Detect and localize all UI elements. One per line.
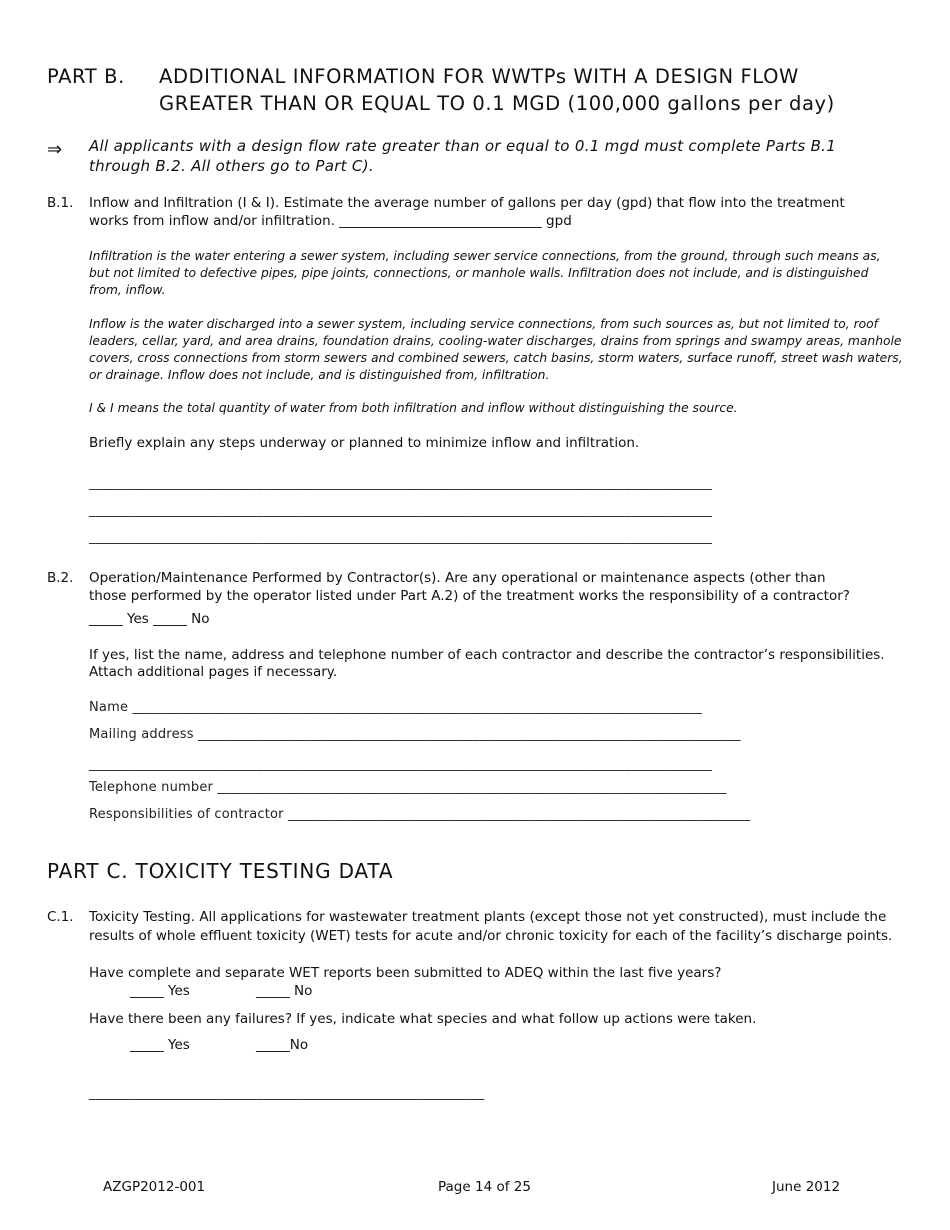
contractor-mailing-line2[interactable]: _____________________________________________________________________________________________	[89, 757, 713, 772]
c1-failures-no[interactable]: _____No	[256, 1037, 309, 1053]
part-b-title-line1: ADDITIONAL INFORMATION FOR WWTPs WITH A DESIGN FLOW	[159, 65, 799, 88]
b1-answer-line-2[interactable]: _____________________________________________________________________________________________	[89, 503, 713, 518]
definition-inflow: Inflow is the water discharged into a sewer system, including service connections, from such sources as, but not limited to, roof leaders, cellar, yard, and area drains, foundation drains, cooling-water discharges, drains from springs and swampy areas, manhole covers, cross connections from storm sewers and combined sewers, catch basins, storm waters, surface runoff, street wash waters, or drainage. Inflow does not include, and is distinguished from, infiltration.	[89, 317, 903, 382]
footer-date: June 2012	[772, 1179, 841, 1195]
c1-failures-yes[interactable]: _____ Yes	[130, 1037, 190, 1053]
b1-answer-line-1[interactable]: _____________________________________________________________________________________________	[89, 476, 713, 491]
b2-question-line2: those performed by the operator listed under Part A.2) of the treatment works the responsibility of a contractor?	[89, 588, 850, 604]
b1-explain-prompt: Briefly explain any steps underway or planned to minimize inflow and infiltration.	[89, 435, 640, 451]
b1-number: B.1.	[47, 195, 74, 211]
definition-i-and-i: I & I means the total quantity of water from both infiltration and inflow without distinguishing the source.	[89, 401, 738, 415]
contractor-telephone-field[interactable]: Telephone number ____________________________________________________________________________	[89, 780, 727, 795]
b1-question-line2[interactable]: works from inflow and/or infiltration. ______________________________ gpd	[89, 213, 572, 229]
b1-answer-line-3[interactable]: _____________________________________________________________________________________________	[89, 530, 713, 545]
contractor-responsibilities-field[interactable]: Responsibilities of contractor _____________________________________________________________________	[89, 807, 751, 822]
b1-question-line1: Inflow and Infiltration (I & I). Estimate the average number of gallons per day (gpd) that flow into the treatment	[89, 195, 845, 211]
contractor-mailing-field[interactable]: Mailing address _________________________________________________________________________________	[89, 727, 741, 742]
b2-yes-no[interactable]: _____ Yes _____ No	[89, 611, 210, 627]
part-b-title-line2: GREATER THAN OR EQUAL TO 0.1 MGD (100,000 gallons per day)	[159, 92, 835, 115]
c1-question-failures: Have there been any failures? If yes, indicate what species and what follow up actions were taken.	[89, 1011, 757, 1027]
footer-page-number: Page 14 of 25	[438, 1179, 531, 1195]
part-b-label: PART B.	[47, 65, 125, 88]
b2-ifyes-line1: If yes, list the name, address and telephone number of each contractor and describe the contractor’s responsibilities.	[89, 647, 885, 663]
c1-number: C.1.	[47, 909, 74, 925]
c1-answer-line[interactable]: ___________________________________________________________	[89, 1086, 485, 1101]
footer-form-id: AZGP2012-001	[103, 1179, 206, 1195]
b2-ifyes-line2: Attach additional pages if necessary.	[89, 664, 338, 680]
b2-number: B.2.	[47, 570, 74, 586]
c1-question-wet-reports: Have complete and separate WET reports been submitted to ADEQ within the last five years?	[89, 965, 722, 981]
b2-question-line1: Operation/Maintenance Performed by Contractor(s). Are any operational or maintenance aspects (other than	[89, 570, 826, 586]
contractor-name-field[interactable]: Name _____________________________________________________________________________________	[89, 700, 702, 715]
c1-question-line2: results of whole effluent toxicity (WET) tests for acute and/or chronic toxicity for each of the facility’s discharge points.	[89, 928, 893, 944]
part-b-instruction-line1: All applicants with a design flow rate greater than or equal to 0.1 mgd must complete Parts B.1	[89, 137, 837, 155]
c1-wet-reports-yes[interactable]: _____ Yes	[130, 983, 190, 999]
c1-wet-reports-no[interactable]: _____ No	[256, 983, 313, 999]
part-b-instruction-line2: through B.2. All others go to Part C).	[89, 157, 374, 175]
arrow-icon: ⇒	[47, 139, 63, 160]
part-c-title: PART C. TOXICITY TESTING DATA	[47, 859, 394, 883]
c1-question-line1: Toxicity Testing. All applications for wastewater treatment plants (except those not yet constructed), must include the	[89, 909, 887, 925]
definition-infiltration: Infiltration is the water entering a sewer system, including sewer service connections, from the ground, through such means as, but not limited to defective pipes, pipe joints, connections, or manhole walls. Infiltration does not include, and is distinguished from, inflow.	[89, 249, 881, 297]
